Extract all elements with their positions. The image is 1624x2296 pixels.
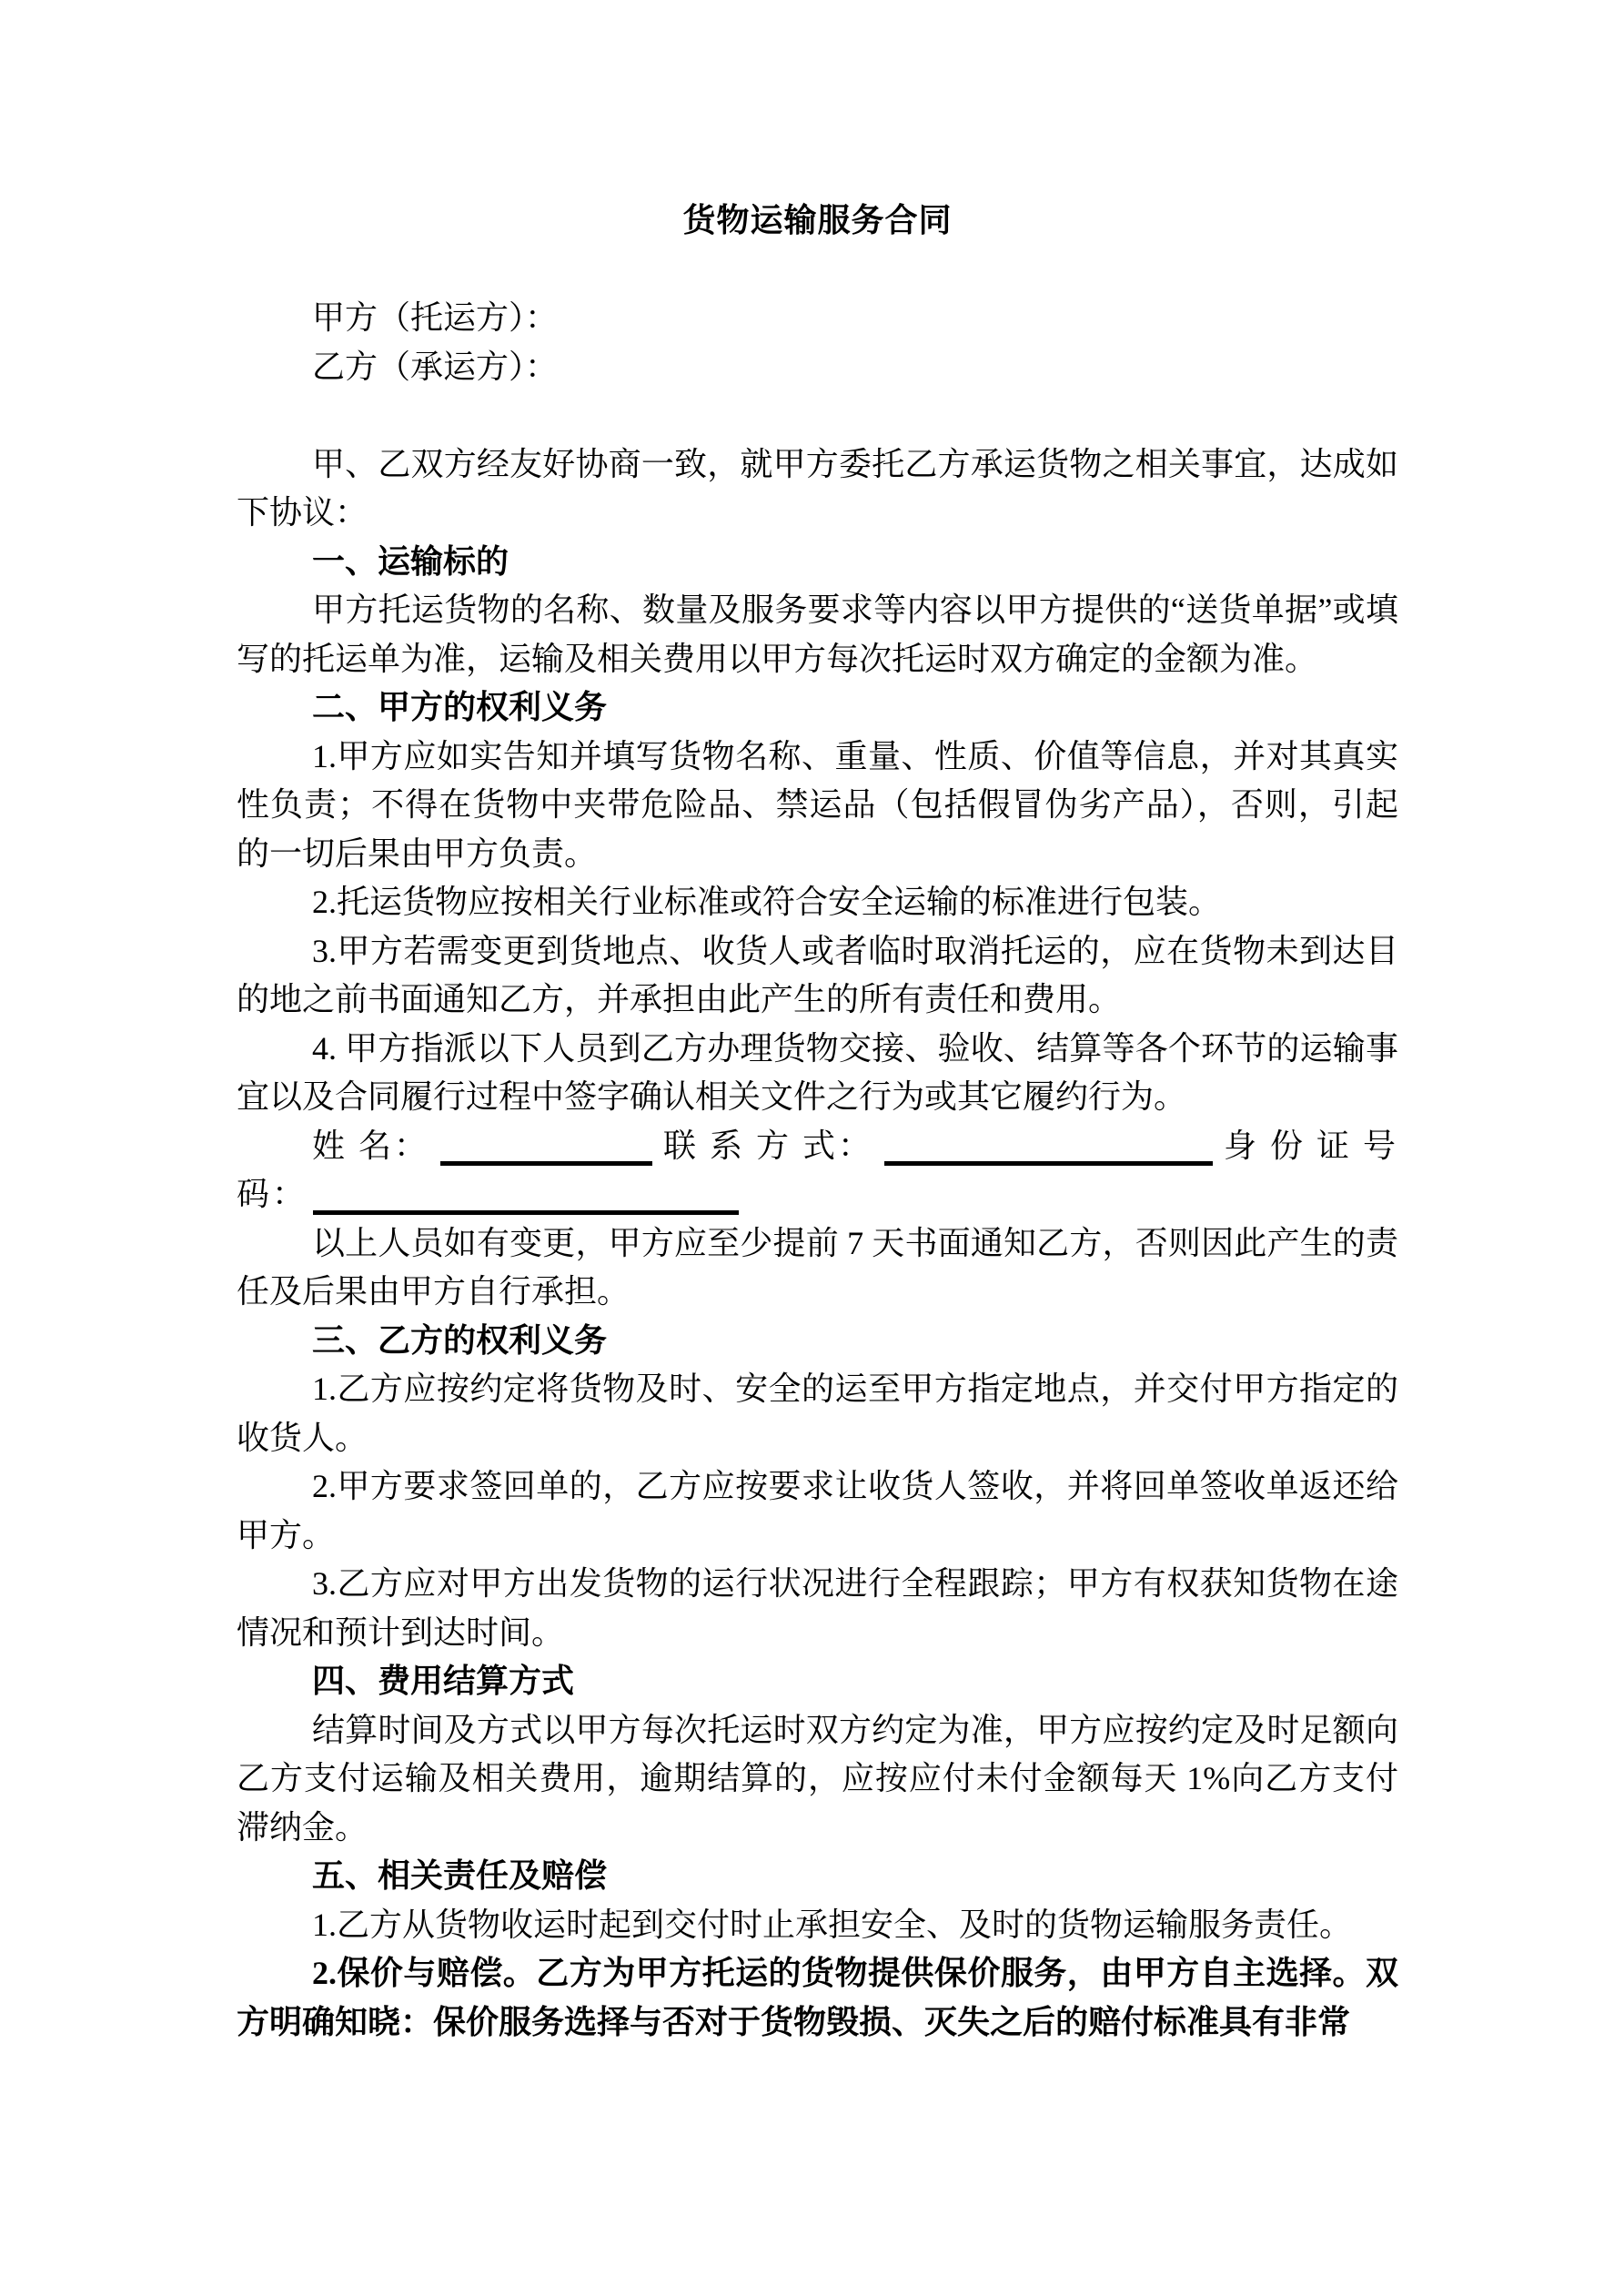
contact-blank-line (884, 1152, 1213, 1166)
section-5-clause-2: 2.保价与赔偿。乙方为甲方托运的货物提供保价服务，由甲方自主选择。双方明确知晓：保价服务选择与否对于货物毁损、灭失之后的赔付标准具有非常 (237, 1955, 1398, 2040)
section-5-clause-1: 1.乙方从货物收运时起到交付时止承担安全、及时的货物运输服务责任。 (312, 1906, 1353, 1943)
section-2-clause-4: 4. 甲方指派以下人员到乙方办理货物交接、验收、结算等各个环节的运输事宜以及合同履行过程中签字确认相关文件之行为或其它履约行为。 (237, 1029, 1398, 1115)
section-3-clause-2: 2.甲方要求签回单的，乙方应按要求让收货人签收，并将回单签收单返还给甲方。 (237, 1468, 1398, 1553)
section-2-clause-2: 2.托运货物应按相关行业标准或符合安全运输的标准进行包装。 (312, 884, 1222, 920)
section-2-heading: 二、甲方的权利义务 (312, 689, 608, 725)
section-2-clause-5: 以上人员如有变更，甲方应至少提前 7 天书面通知乙方，否则因此产生的责任及后果由甲方自行承担。 (237, 1224, 1398, 1310)
section-1-clause-1: 甲方托运货物的名称、数量及服务要求等内容以甲方提供的“送货单据”或填写的托运单为准，运输及相关费用以甲方每次托运时双方确定的金额为准。 (237, 592, 1398, 677)
name-field-label: 姓 名： (312, 1127, 430, 1164)
section-5-heading: 五、相关责任及赔偿 (312, 1857, 608, 1894)
id-number-field-label-line2: 码： (237, 1176, 308, 1212)
id-number-fields-row (237, 1170, 1398, 1219)
intro-paragraph: 甲、乙双方经友好协商一致，就甲方委托乙方承运货物之相关事宜，达成如下协议： (237, 445, 1398, 531)
section-3-clause-1: 1.乙方应按约定将货物及时、安全的运至甲方指定地点，并交付甲方指定的收货人。 (237, 1371, 1398, 1456)
section-4-clause-1: 结算时间及方式以甲方每次托运时双方约定为准，甲方应按约定及时足额向乙方支付运输及相关费用，逾期结算的，应按应付未付金额每天 1%向乙方支付滞纳金。 (237, 1711, 1398, 1846)
section-2-clause-3: 3.甲方若需变更到货地点、收货人或者临时取消托运的，应在货物未到达目的地之前书面通知乙方，并承担由此产生的所有责任和费用。 (237, 932, 1398, 1017)
party-b-line: 乙方（承运方）： (312, 348, 559, 385)
id-number-field-label-line1: 身 份 证 号 (1223, 1127, 1398, 1164)
section-3-heading: 三、乙方的权利义务 (312, 1321, 608, 1359)
contract-title: 货物运输服务合同 (682, 202, 953, 238)
spacer (237, 246, 1398, 295)
id-number-blank-line (313, 1201, 739, 1215)
section-2-clause-1: 1.甲方应如实告知并填写货物名称、重量、性质、价值等信息，并对其真实性负责；不得在货物中夹带危险品、禁运品（包括假冒伪劣产品），否则，引起的一切后果由甲方负责。 (237, 737, 1398, 872)
contact-fields-row (237, 1122, 1398, 1171)
section-1-heading: 一、运输标的 (312, 542, 509, 580)
name-blank-line (440, 1152, 652, 1166)
section-4-heading: 四、费用结算方式 (312, 1663, 575, 1699)
party-a-line: 甲方（托运方）： (312, 299, 559, 336)
contact-field-label: 联 系 方 式： (662, 1127, 873, 1164)
spacer (237, 391, 1398, 440)
section-3-clause-3: 3.乙方应对甲方出发货物的运行状况进行全程跟踪；甲方有权获知货物在途情况和预计到达时间。 (237, 1565, 1398, 1651)
